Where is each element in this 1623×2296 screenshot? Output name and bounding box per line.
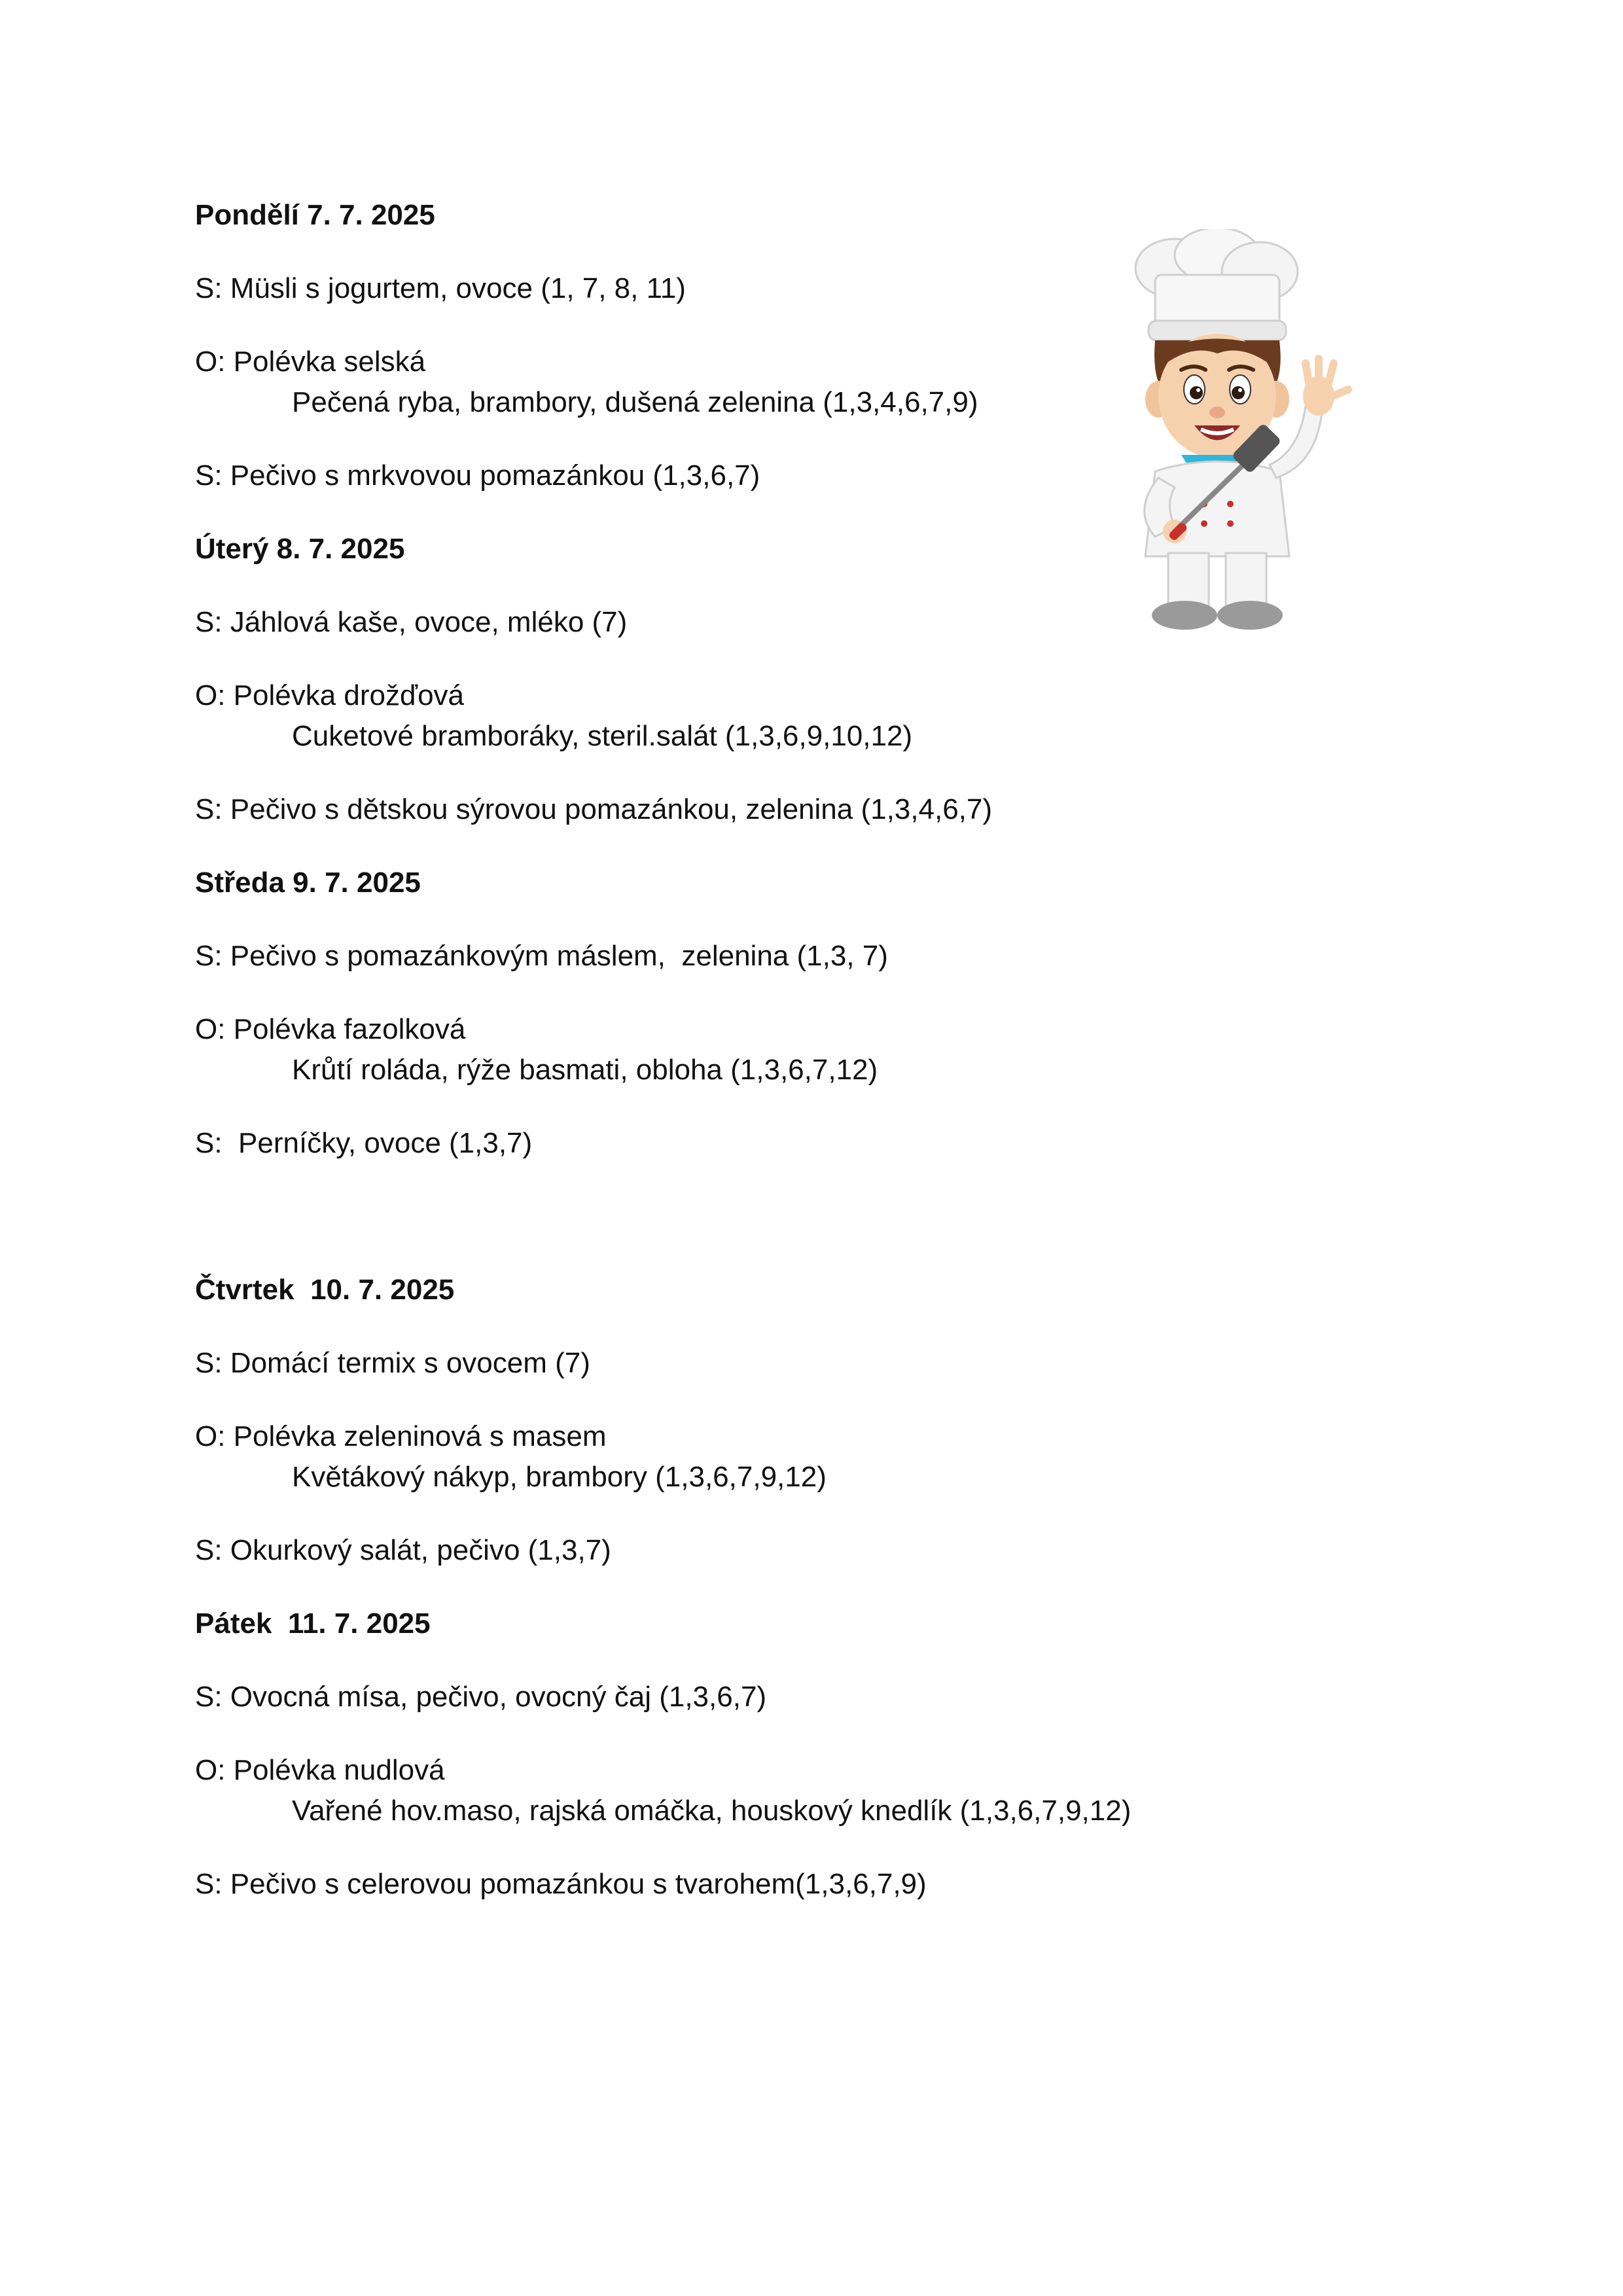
lunch-main: Vařené hov.maso, rajská omáčka, houskový knedlík (1,3,6,7,9,12)	[292, 1795, 1132, 1827]
lunch	[195, 1750, 1308, 1831]
lunch-main: Cuketové bramboráky, steril.salát (1,3,6,9,10,12)	[292, 720, 913, 752]
day-title: Pátek 11. 7. 2025	[195, 1607, 431, 1640]
lunch	[195, 1009, 1308, 1090]
snack-afternoon	[195, 1864, 1308, 1905]
lunch	[195, 675, 1308, 757]
lunch-soup: O: Polévka drožďová	[195, 679, 465, 711]
lunch-main: Květákový nákyp, brambory (1,3,6,7,9,12)	[292, 1461, 827, 1493]
lunch-soup: O: Polévka zeleninová s masem	[195, 1420, 607, 1452]
day-title: Pondělí 7. 7. 2025	[195, 199, 435, 231]
snack-afternoon-text: S: Pečivo s celerovou pomazánkou s tvarohem(1,3,6,7,9)	[195, 1868, 927, 1900]
lunch-soup: O: Polévka nudlová	[195, 1754, 445, 1786]
snack-morning	[195, 936, 1308, 977]
snack-morning	[195, 1677, 1308, 1717]
snack-afternoon-text: S: Okurkový salát, pečivo (1,3,7)	[195, 1534, 611, 1566]
snack-morning-text: S: Müsli s jogurtem, ovoce (1, 7, 8, 11)	[195, 272, 686, 304]
snack-morning	[195, 1343, 1308, 1384]
snack-morning-text: S: Pečivo s pomazánkovým máslem, zelenina (1,3, 7)	[195, 940, 888, 972]
lunch-soup: O: Polévka selská	[195, 346, 426, 378]
chef-cartoon-icon	[1041, 229, 1394, 635]
chef-hat	[1135, 229, 1298, 340]
lunch	[195, 1416, 1308, 1498]
day-block-friday	[195, 1604, 1308, 1644]
day-block-wednesday	[195, 863, 1308, 903]
snack-afternoon	[195, 1530, 1308, 1571]
day-title: Úterý 8. 7. 2025	[195, 533, 405, 565]
snack-morning-text: S: Domácí termix s ovocem (7)	[195, 1347, 590, 1379]
snack-afternoon-text: S: Pečivo s dětskou sýrovou pomazánkou, zelenina (1,3,4,6,7)	[195, 793, 993, 825]
snack-afternoon	[195, 1123, 1308, 1164]
lunch-main: Pečená ryba, brambory, dušená zelenina (1,3,4,6,7,9)	[292, 386, 978, 418]
snack-morning-text: S: Jáhlová kaše, ovoce, mléko (7)	[195, 606, 628, 638]
snack-afternoon-text: S: Pečivo s mrkvovou pomazánkou (1,3,6,7)	[195, 459, 760, 492]
day-title: Středa 9. 7. 2025	[195, 867, 421, 899]
lunch-main: Krůtí roláda, rýže basmati, obloha (1,3,6,7,12)	[292, 1054, 878, 1086]
snack-afternoon-text: S: Perníčky, ovoce (1,3,7)	[195, 1127, 533, 1159]
lunch-soup: O: Polévka fazolková	[195, 1013, 466, 1045]
snack-morning-text: S: Ovocná mísa, pečivo, ovocný čaj (1,3,6,7)	[195, 1681, 767, 1713]
day-block-thursday	[195, 1270, 1308, 1310]
day-title: Čtvrtek 10. 7. 2025	[195, 1274, 455, 1306]
snack-afternoon	[195, 789, 1308, 830]
